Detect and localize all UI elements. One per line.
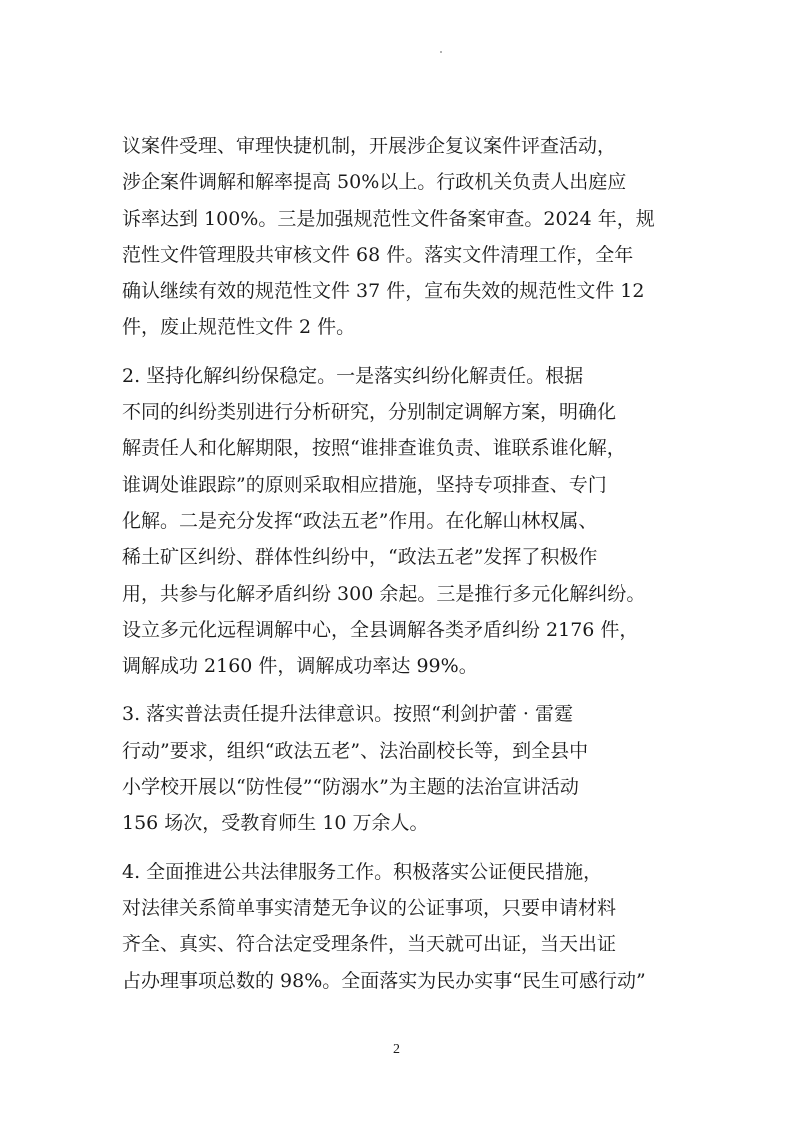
section-heading-line: 4. 全面推进公共法律服务工作。积极落实公证便民措施，: [122, 860, 603, 883]
paragraph-gap: [122, 842, 684, 854]
text-line: 小学校开展以“防性侵”“防溺水”为主题的法治宣讲活动: [122, 776, 579, 799]
paragraph-gap: [122, 684, 684, 696]
text-line: 谁调处谁跟踪”的原则采取相应措施，坚持专项排查、专门: [122, 473, 607, 496]
scan-mark: [440, 51, 442, 53]
text-line: 占办理事项总数的 98%。全面落实为民办实事“民生可感行动”: [122, 969, 646, 992]
text-line: 行动”要求，组织“政法五老”、法治副校长等，到全县中: [122, 739, 589, 762]
text-line: 调解成功 2160 件，调解成功率达 99%。: [122, 655, 478, 678]
paragraph-section-3: [122, 696, 684, 841]
body-text: [122, 128, 684, 999]
text-line: 设立多元化远程调解中心，全县调解各类矛盾纠纷 2176 件，: [122, 618, 639, 641]
text-line: 齐全、真实、符合法定受理条件，当天就可出证，当天出证: [122, 933, 617, 956]
section-heading-line: 2. 坚持化解纠纷保稳定。一是落实纠纷化解责任。根据: [122, 364, 584, 387]
text-line: 范性文件管理股共审核文件 68 件。落实文件清理工作，全年: [122, 243, 634, 266]
text-line: 确认继续有效的规范性文件 37 件，宣布失效的规范性文件 12: [122, 280, 645, 303]
text-line: 对法律关系简单事实清楚无争议的公证事项，只要申请材料: [122, 896, 617, 919]
paragraph-section-2: [122, 358, 684, 685]
paragraph-section-4: [122, 854, 684, 999]
text-line: 诉率达到 100%。三是加强规范性文件备案审查。2024 年，规: [122, 207, 655, 230]
text-line: 156 场次，受教育师生 10 万余人。: [122, 812, 429, 835]
section-heading-line: 3. 落实普法责任提升法律意识。按照“利剑护蕾 · 雷霆: [122, 703, 574, 726]
text-line: 化解。二是充分发挥“政法五老”作用。在化解山林权属、: [122, 509, 598, 532]
text-line: 涉企案件调解和解率提高 50%以上。行政机关负责人出庭应: [122, 171, 627, 194]
text-line: 议案件受理、审理快捷机制，开展涉企复议案件评查活动，: [122, 135, 617, 157]
page-number: 2: [393, 1042, 400, 1057]
paragraph-section-1: [122, 128, 684, 346]
text-line: 件，废止规范性文件 2 件。: [122, 316, 356, 339]
text-line: 用，共参与化解矛盾纠纷 300 余起。三是推行多元化解纠纷。: [122, 582, 646, 605]
text-line: 不同的纠纷类别进行分析研究，分别制定调解方案，明确化: [122, 401, 617, 424]
text-line: 解责任人和化解期限，按照“谁排查谁负责、谁联系谁化解，: [122, 437, 626, 460]
paragraph-gap: [122, 346, 684, 358]
text-line: 稀土矿区纠纷、群体性纠纷中，“政法五老”发挥了积极作: [122, 546, 598, 569]
